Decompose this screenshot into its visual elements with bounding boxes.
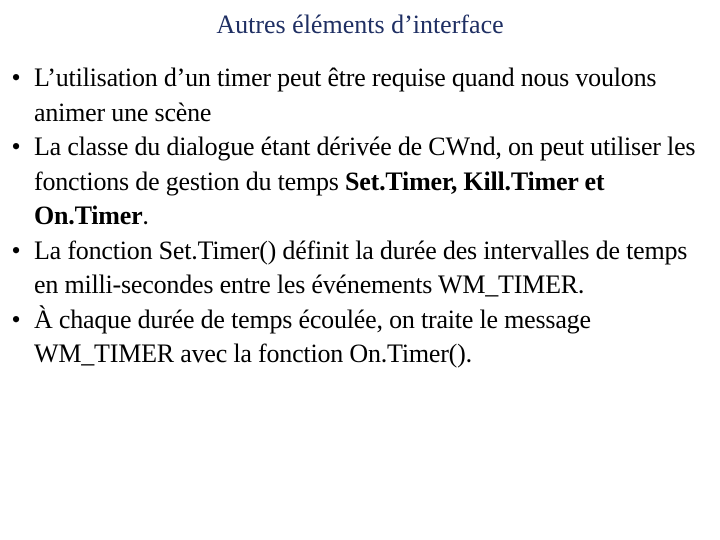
bullet-text: À chaque durée de temps écoulée, on traite le message WM_TIMER avec la fonction On.Timer(). bbox=[34, 304, 591, 368]
bullet-text: La fonction Set.Timer() définit la durée des intervalles de temps en milli-secondes entre les événements WM_TIMER. bbox=[34, 235, 688, 299]
bullet-list bbox=[0, 61, 720, 372]
bullet-icon: • bbox=[11, 63, 21, 92]
bullet-item-cwnd-functions bbox=[0, 130, 720, 234]
bullet-icon: • bbox=[11, 304, 21, 334]
bullet-item-ontimer bbox=[0, 303, 720, 372]
slide-title: Autres éléments d’interface bbox=[216, 10, 504, 39]
bullet-item-timer-animation bbox=[0, 61, 720, 130]
bullet-text: L’utilisation d’un timer peut être requise quand nous voulons animer une scène bbox=[34, 63, 657, 127]
bullet-text-end: . bbox=[142, 201, 149, 230]
bullet-item-settimer bbox=[0, 234, 720, 303]
bullet-text: La classe du dialogue étant dérivée de CWnd, on peut utiliser les fonctions de gestion du temps bbox=[34, 132, 696, 196]
bullet-icon: • bbox=[11, 132, 21, 161]
bullet-icon: • bbox=[11, 235, 21, 265]
bullet-function-names: Set.Timer, Kill.Timer et On.Timer bbox=[34, 166, 605, 230]
